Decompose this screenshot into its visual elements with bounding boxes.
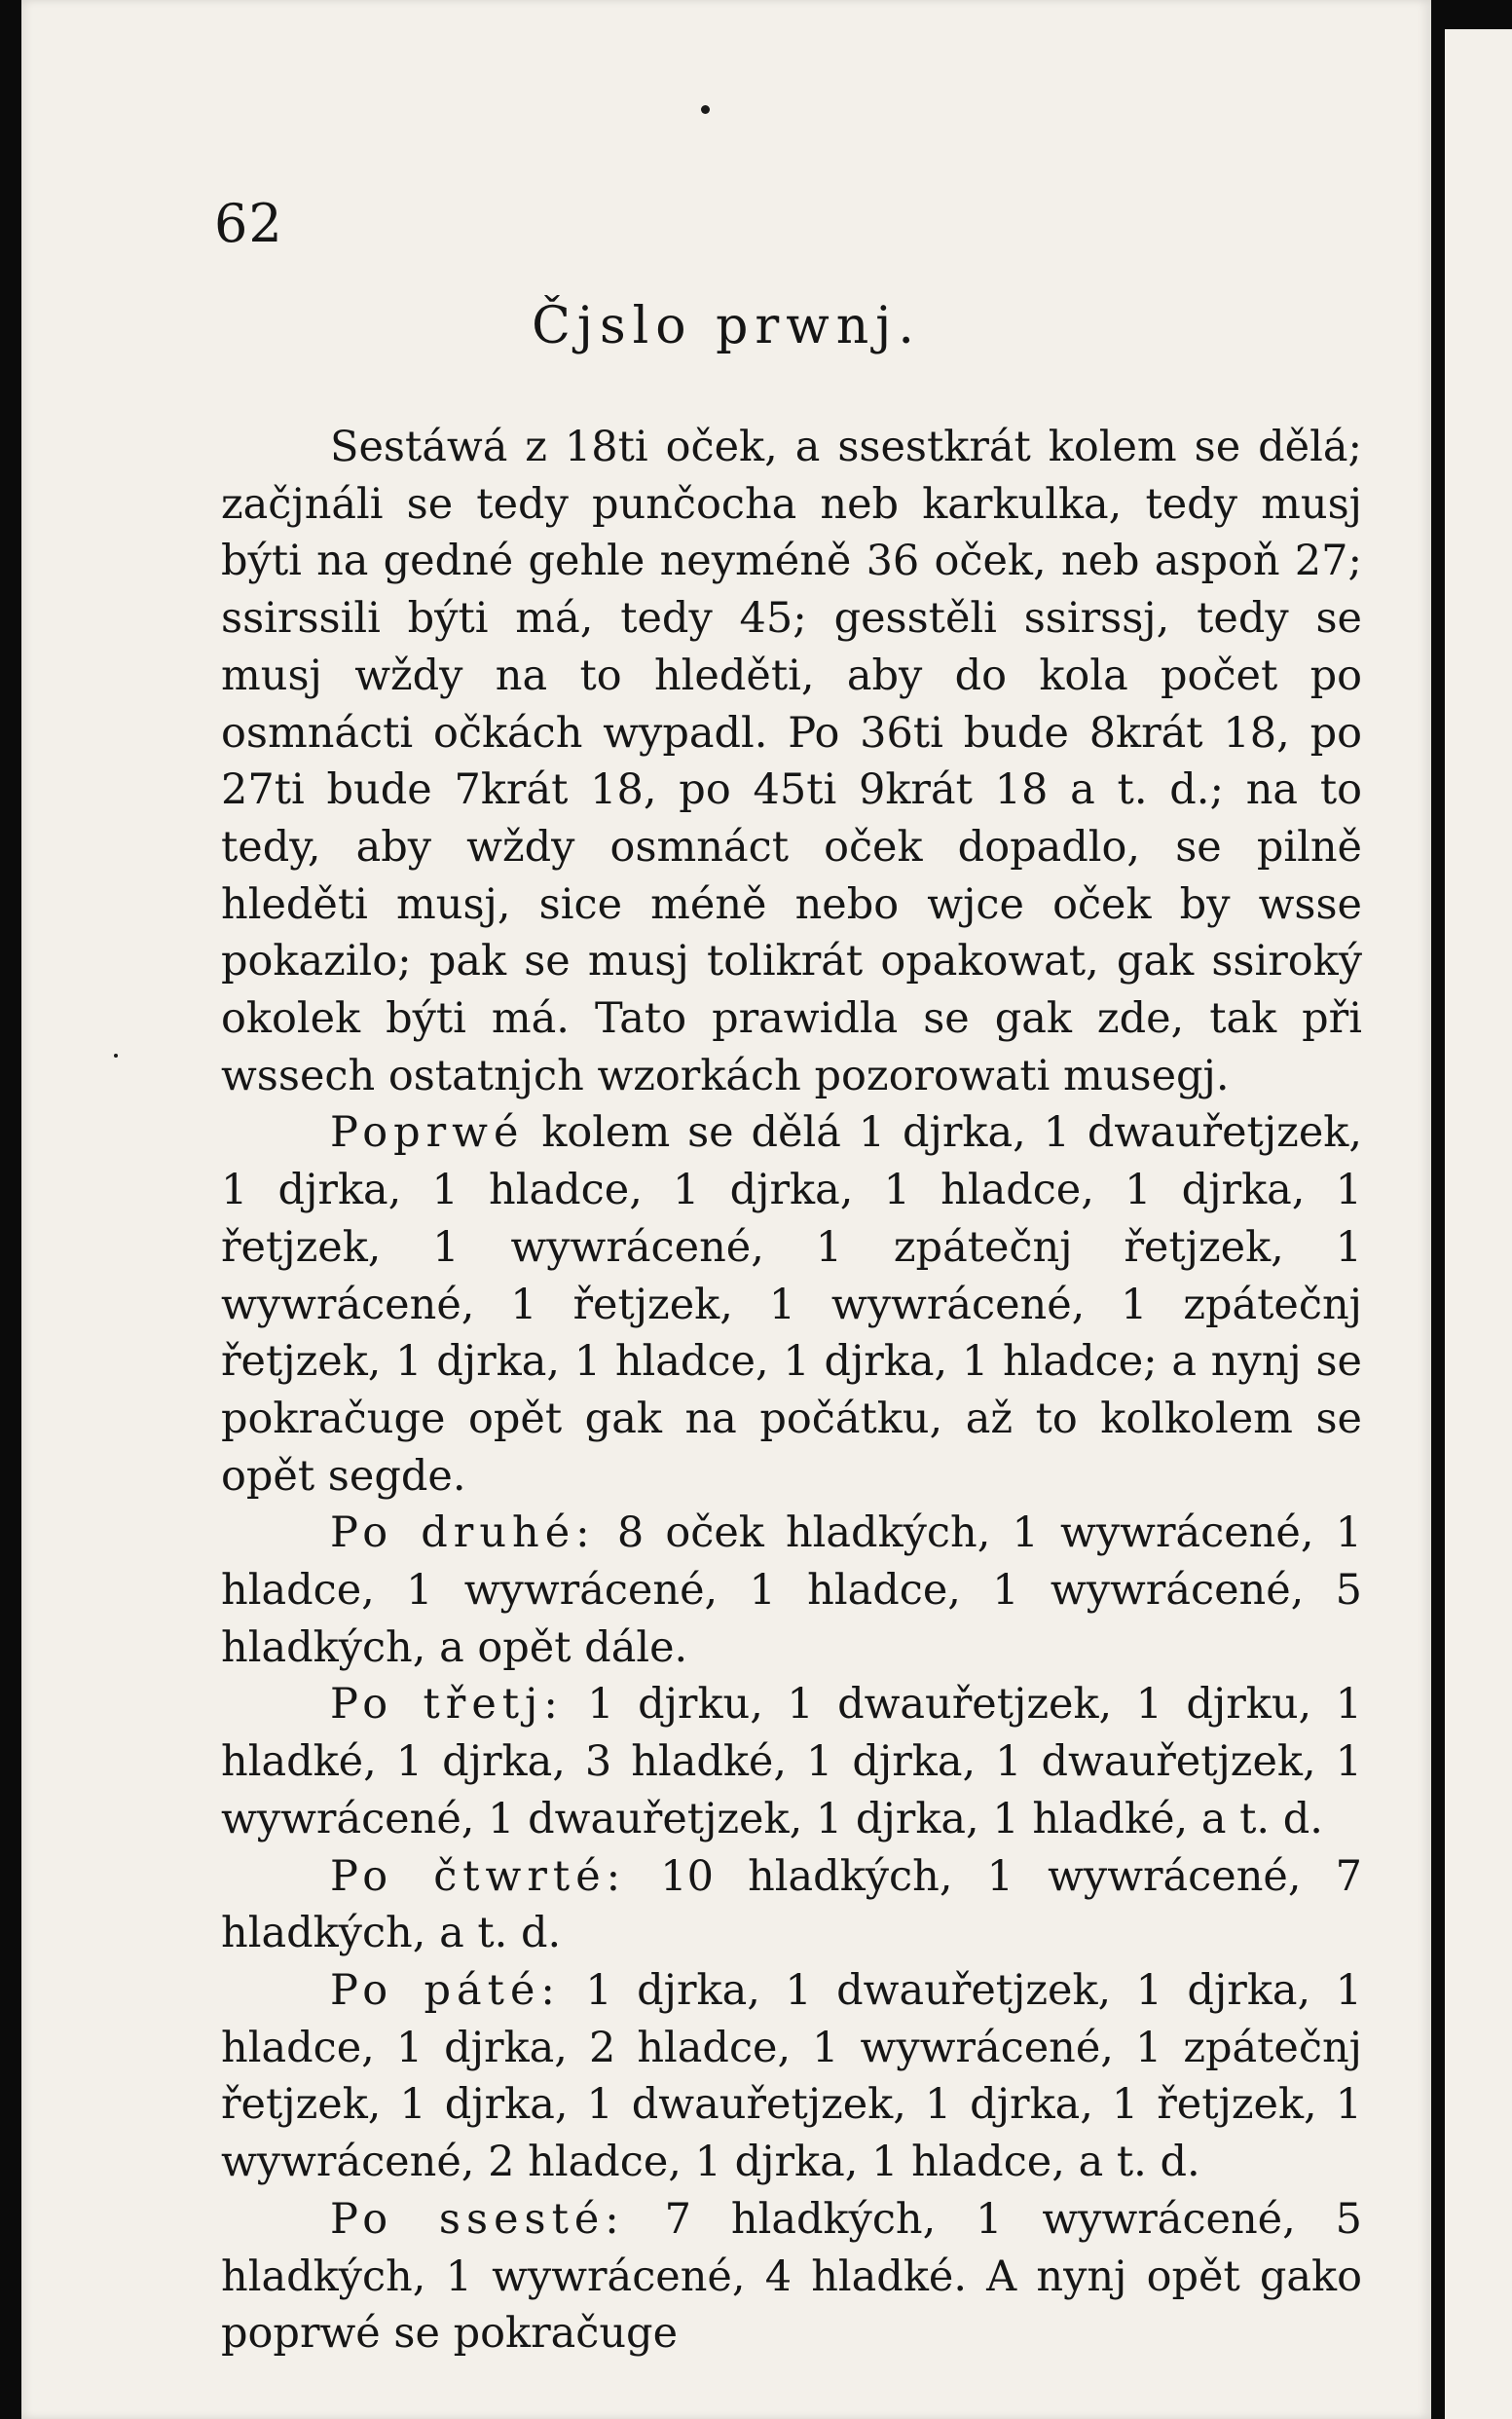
ink-fleck — [701, 105, 710, 114]
paragraph-round-3 — [221, 1676, 1362, 1847]
paragraph-label: Poprwé — [330, 1108, 525, 1158]
paragraph-round-5 — [221, 1962, 1362, 2191]
paragraph-label: Po páté: — [330, 1965, 561, 2015]
book-page — [21, 0, 1431, 2419]
paragraph-text: 8 oček hladkých, 1 wywrácené, 1 hladce, 1 wywrácené, 1 hladce, 1 wywrácené, 5 hladkých, a opět dále. — [221, 1508, 1363, 1672]
paragraph-label: Po čtwrté: — [330, 1851, 627, 1901]
paragraph-label: Po třetj: — [330, 1680, 564, 1730]
page-title: Čjslo prwnj. — [532, 297, 921, 355]
paragraph-label: Po druhé: — [330, 1508, 596, 1558]
paragraph-round-4 — [221, 1848, 1362, 1962]
paragraph-round-2 — [221, 1505, 1362, 1676]
paragraph-round-1 — [221, 1104, 1362, 1505]
paragraph-text: 1 djrka, 1 dwauřetjzek, 1 djrka, 1 hladce, 1 djrka, 2 hladce, 1 wywrácené, 1 zpátečnj řetjzek, 1 djrka, 1 dwauřetjzek, 1 djrka, 1 řetjzek, 1 wywrácené, 2 hladce, 1 djrka, 1 hladce, a t. d. — [221, 1965, 1362, 2187]
paragraph-text: 10 hladkých, 1 wywrácené, 7 hladkých, a t. d. — [221, 1851, 1363, 1958]
paragraph-text: 7 hladkých, 1 wywrácené, 5 hladkých, 1 wywrácené, 4 hladké. A nynj opět gako poprwé se pokračuge — [221, 2194, 1362, 2359]
paragraph-text: kolem se dělá 1 djrka, 1 dwauřetjzek, 1 djrka, 1 hladce, 1 djrka, 1 hladce, 1 djrka, 1 řetjzek, 1 wywrácené, 1 zpátečnj řetjzek, 1 wywrácené, 1 řetjzek, 1 wywrácené, 1 zpátečnj řetjzek, 1 djrka, 1 hladce, 1 djrka, 1 hladce; a nynj se pokračuge opět gak na počátku, až to kolkolem se opět segde. — [221, 1108, 1362, 1501]
page-number: 62 — [214, 193, 283, 254]
paragraph-label: Po ssesté: — [330, 2194, 625, 2244]
paragraph-text: 1 djrku, 1 dwauřetjzek, 1 djrku, 1 hladké, 1 djrka, 3 hladké, 1 djrka, 1 dwauřetjzek, 1 wywrácené, 1 dwauřetjzek, 1 djrka, 1 hladké, a t. d. — [221, 1680, 1362, 1843]
paragraph-round-6 — [221, 2191, 1362, 2363]
body-text — [221, 419, 1362, 2363]
ink-fleck — [114, 1054, 118, 1058]
paragraph-text: Sestáwá z 18ti oček, a ssestkrát kolem se dělá; začjnáli se tedy punčocha neb karkulka, tedy musj býti na gedné gehle neyméně 36 oček, neb aspoň 27; ssirssili býti má, tedy 45; gesstěli ssirssj, tedy se musj wždy na to hleděti, aby do kola počet po osmnácti očkách wypadl. Po 36ti bude 8krát 18, po 27ti bude 7krát 18, po 45ti 9krát 18 a t. d.; na to tedy, aby wždy osmnáct oček dopadlo, se pilně hleděti musj, sice méně nebo wjce oček by wsse pokazilo; pak se musj tolikrát opakowat, gak ssiroký okolek býti má. Tato prawidla se gak zde, tak při wssech ostatnjch wzorkách pozorowati musegj. — [221, 423, 1362, 1100]
adjacent-page-edge — [1445, 29, 1512, 2419]
paragraph-intro — [221, 419, 1362, 1104]
